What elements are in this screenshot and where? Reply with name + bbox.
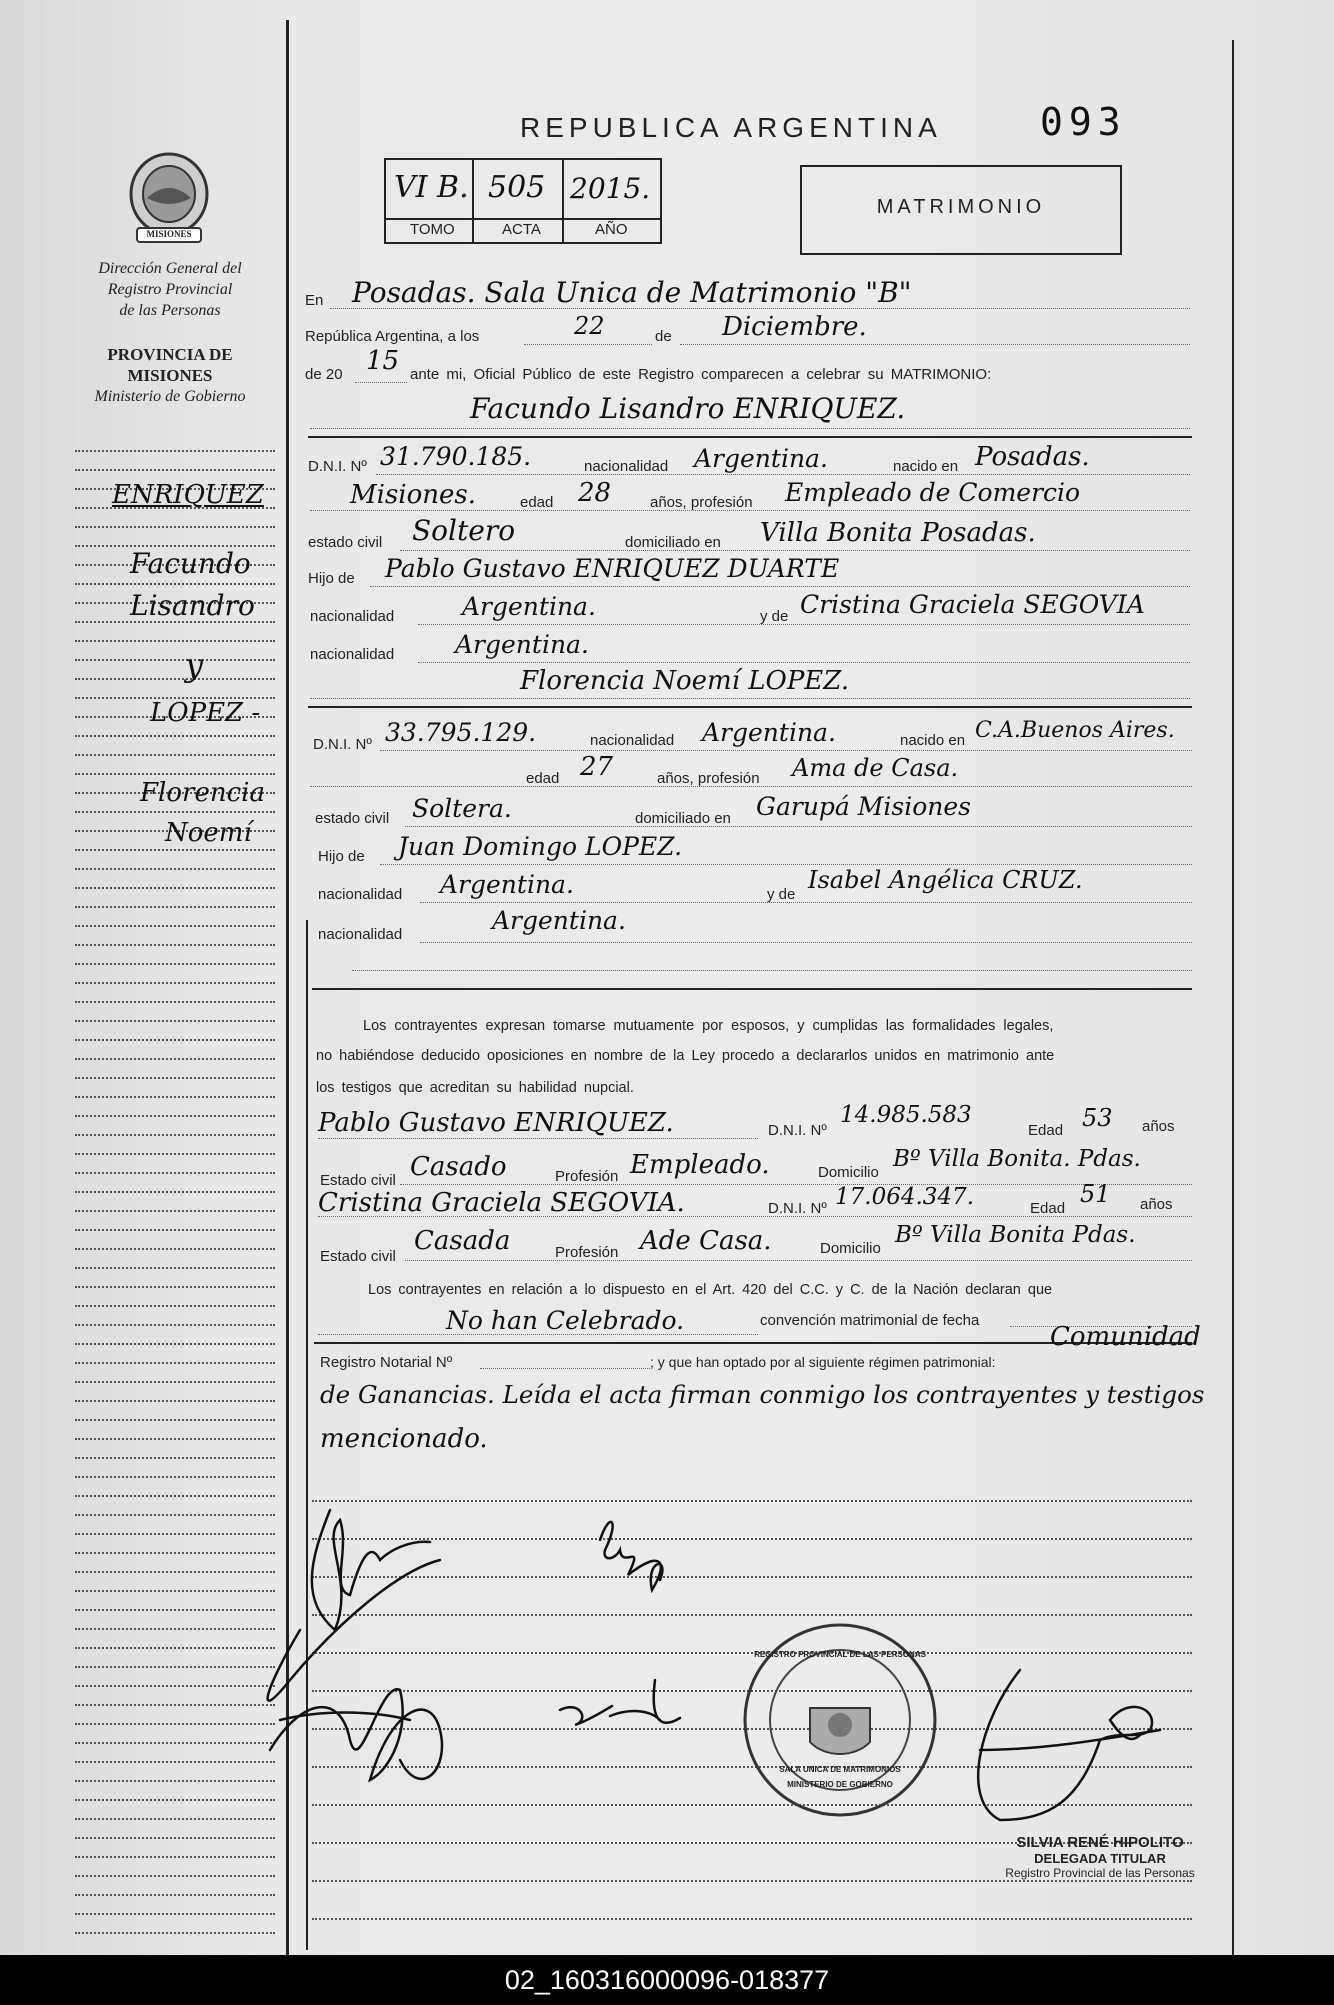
official-stamp xyxy=(740,1620,940,1820)
spouse2-hijo-label: Hijo de xyxy=(318,848,365,865)
spouse1-edad: 28 xyxy=(578,478,612,508)
witness1-estado-label: Estado civil xyxy=(320,1172,396,1189)
year: 15 xyxy=(366,346,400,376)
sidebar-rule xyxy=(75,1457,275,1459)
witness2-domicilio: Bº Villa Bonita Pdas. xyxy=(895,1222,1136,1248)
spouse2-full-name: Florencia Noemí LOPEZ. xyxy=(520,666,850,696)
spouse2-nacionalidad-label: nacionalidad xyxy=(590,732,675,749)
witness2-name: Cristina Graciela SEGOVIA. xyxy=(318,1188,685,1218)
spouse2-profesion: Ama de Casa. xyxy=(792,754,959,782)
spouse1-dni-label: D.N.I. Nº xyxy=(308,458,367,475)
spouse2-madre-line xyxy=(420,902,1192,903)
witness2-edad-label: Edad xyxy=(1030,1200,1066,1217)
spouse1-name-line xyxy=(310,428,1190,429)
spouse1-anios-label: años, profesión xyxy=(650,494,753,511)
sidebar-rule xyxy=(75,1666,275,1668)
spouse1-nacido-label: nacido en xyxy=(893,458,959,475)
sidebar-rule xyxy=(75,735,275,737)
anio-value: 2015. xyxy=(570,172,651,205)
sidebar-rule xyxy=(75,1894,275,1896)
sidebar-rule xyxy=(75,982,275,984)
appearance-statement: ante mi, Oficial Público de este Registro comparecen a celebrar su MATRIMONIO: xyxy=(410,366,992,383)
spouse1-madre-nac-label: nacionalidad xyxy=(310,646,395,663)
sidebar-rule xyxy=(75,1305,275,1307)
sidebar-given-1b: Lisandro xyxy=(130,589,255,622)
declaration-line-3: los testigos que acreditan su habilidad nupcial. xyxy=(316,1080,634,1096)
sidebar-rule xyxy=(75,1742,275,1744)
official-title: DELEGADA TITULAR xyxy=(1034,1851,1166,1866)
spouse1-padre-nac: Argentina. xyxy=(462,592,596,621)
witness2-estado-line xyxy=(405,1260,1192,1261)
sidebar-rule xyxy=(75,1514,275,1516)
table-divider-1 xyxy=(472,158,474,242)
signature-spouse2 xyxy=(600,1522,662,1590)
right-margin-line xyxy=(1232,40,1234,1955)
sidebar-rule xyxy=(75,1609,275,1611)
regime-registro-line xyxy=(480,1368,650,1369)
sidebar-rule xyxy=(75,1780,275,1782)
witness1-anios-label: años xyxy=(1142,1118,1175,1135)
witness1-domicilio: Bº Villa Bonita. Pdas. xyxy=(893,1146,1141,1172)
witness2-edad: 51 xyxy=(1080,1180,1111,1208)
republica-label: República Argentina, a los xyxy=(305,328,480,345)
sidebar-rule xyxy=(75,1134,275,1136)
spouse2-estado-line xyxy=(405,826,1192,827)
regime-closing-line-1: de Ganancias. Leída el acta firman conmigo los contrayentes y testigos xyxy=(320,1380,1205,1409)
spouse1-madre-nac: Argentina. xyxy=(455,630,589,659)
spouse1-madre-line xyxy=(418,624,1190,625)
signature-witness2 xyxy=(560,1680,680,1725)
sidebar-rule xyxy=(75,1248,275,1250)
sidebar-rule xyxy=(75,1077,275,1079)
tomo-value: VI B. xyxy=(394,170,469,205)
spouse2-blank-line xyxy=(352,970,1192,971)
page-number: 093 xyxy=(1040,100,1127,144)
sidebar-rule xyxy=(75,1818,275,1820)
sidebar-rule xyxy=(75,1647,275,1649)
year-prefix: de 20 xyxy=(305,366,343,383)
sidebar-rule xyxy=(75,887,275,889)
sidebar-rule xyxy=(75,1096,275,1098)
spouse2-dni-line xyxy=(380,750,1192,751)
sidebar-rule xyxy=(75,754,275,756)
sidebar-rule xyxy=(75,868,275,870)
spouse1-hijo-label: Hijo de xyxy=(308,570,355,587)
sidebar-rule xyxy=(75,1590,275,1592)
sidebar-conjunction: y xyxy=(185,646,204,684)
sidebar-rule xyxy=(75,678,275,680)
sidebar-rule xyxy=(75,1571,275,1573)
sidebar-rule xyxy=(75,1343,275,1345)
province-line-1: PROVINCIA DE xyxy=(107,345,233,364)
declaration-line-2: no habiéndose deducido oposiciones en nombre de la Ley procedo a declararlos unidos en matrimonio ante xyxy=(316,1048,1055,1064)
spouse2-edad-line xyxy=(310,786,1192,787)
sidebar-rule xyxy=(75,849,275,851)
spouse2-estado-label: estado civil xyxy=(315,810,390,827)
spouse2-madre-nac-line xyxy=(420,942,1192,943)
sidebar-rule xyxy=(75,1761,275,1763)
spouse1-estado: Soltero xyxy=(412,514,516,547)
witness1-dni-label: D.N.I. Nº xyxy=(768,1122,827,1139)
witness1-domicilio-label: Domicilio xyxy=(818,1164,879,1181)
section-rule-3 xyxy=(312,988,1192,990)
witness1-profesion: Empleado. xyxy=(630,1150,770,1180)
official-name: SILVIA RENÉ HIPOLITO xyxy=(1016,1834,1184,1851)
table-label-divider xyxy=(384,218,660,220)
stamp-inner-text: SALA UNICA DE MATRIMONIOS xyxy=(779,1765,901,1774)
spouse1-estado-line xyxy=(400,550,1190,551)
sidebar-rule xyxy=(75,1704,275,1706)
acta-label: ACTA xyxy=(502,221,541,238)
spouse1-full-name: Facundo Lisandro ENRIQUEZ. xyxy=(470,392,906,425)
sidebar-rule xyxy=(75,906,275,908)
sidebar-rule xyxy=(75,1628,275,1630)
sidebar-rule xyxy=(75,1685,275,1687)
sidebar-surname-1: ENRIQUEZ xyxy=(112,480,264,510)
declaration-line-1: Los contrayentes expresan tomarse mutuamente por esposos, y cumplidas las formalidades legales, xyxy=(363,1018,1054,1034)
sidebar-rule xyxy=(75,1913,275,1915)
witness1-name-line xyxy=(318,1138,758,1139)
regime-registro-label: Registro Notarial Nº xyxy=(320,1354,453,1371)
spouse2-dni: 33.795.129. xyxy=(385,718,537,747)
sidebar-rule xyxy=(75,640,275,642)
day: 22 xyxy=(574,312,605,340)
sidebar-rule xyxy=(75,1020,275,1022)
signature-official xyxy=(978,1670,1160,1820)
witness2-estado-label: Estado civil xyxy=(320,1248,396,1265)
spouse1-madre-nac-line xyxy=(418,662,1190,663)
spouse1-dni-line xyxy=(376,474,1190,475)
sidebar-rule xyxy=(75,1153,275,1155)
agency-name xyxy=(70,258,270,321)
sidebar-rule xyxy=(75,1286,275,1288)
spouse1-nacido-cont: Misiones. xyxy=(350,480,476,510)
tomo-label: TOMO xyxy=(410,221,455,238)
sidebar-rule xyxy=(75,1799,275,1801)
witness2-dni: 17.064.347. xyxy=(835,1184,974,1210)
month-line xyxy=(680,344,1190,345)
country-heading: REPUBLICA ARGENTINA xyxy=(520,112,942,143)
regime-closing-line-2: mencionado. xyxy=(320,1424,488,1454)
official-office: Registro Provincial de las Personas xyxy=(1005,1866,1195,1880)
sidebar-rule xyxy=(75,469,275,471)
spouse1-nacido: Posadas. xyxy=(975,442,1090,472)
section-rule-2 xyxy=(308,706,1192,708)
day-line xyxy=(524,344,652,345)
spouse1-domicilio-label: domiciliado en xyxy=(625,534,721,551)
footer-bar xyxy=(0,1955,1334,2005)
witness1-estado: Casado xyxy=(410,1152,507,1182)
sidebar-rule xyxy=(75,1723,275,1725)
agency-line-1: Dirección General del xyxy=(98,260,242,277)
witness2-dni-label: D.N.I. Nº xyxy=(768,1200,827,1217)
sidebar-rule xyxy=(75,1875,275,1877)
sidebar-rule xyxy=(75,1058,275,1060)
anio-label: AÑO xyxy=(595,221,628,238)
official-block xyxy=(980,1834,1220,1880)
sidebar-rule xyxy=(75,1210,275,1212)
spouse1-madre: Cristina Graciela SEGOVIA xyxy=(800,590,1145,619)
agency-line-2: Registro Provincial xyxy=(107,281,233,298)
spouse2-nacionalidad: Argentina. xyxy=(702,718,836,747)
agency-line-3: de las Personas xyxy=(119,302,221,319)
sidebar-surname-2: LOPEZ - xyxy=(150,698,261,728)
witness1-edad-label: Edad xyxy=(1028,1122,1064,1139)
de-label: de xyxy=(655,328,672,345)
sidebar-rule xyxy=(75,1837,275,1839)
sidebar-given-2b: Noemí xyxy=(165,818,252,848)
spouse1-nacionalidad-label: nacionalidad xyxy=(584,458,669,475)
sidebar-rule xyxy=(75,526,275,528)
sidebar-rule xyxy=(75,1419,275,1421)
spouse1-edad-line xyxy=(310,510,1190,511)
record-type: MATRIMONIO xyxy=(876,196,1046,218)
spouse1-padre-line xyxy=(370,586,1190,587)
spouse2-padre: Juan Domingo LOPEZ. xyxy=(398,832,683,861)
sidebar-rule xyxy=(75,1172,275,1174)
sidebar-rule xyxy=(75,1400,275,1402)
sidebar-rule xyxy=(75,811,275,813)
spouse2-edad: 27 xyxy=(580,752,614,782)
table-divider-2 xyxy=(562,158,564,242)
witness1-dni: 14.985.583 xyxy=(840,1102,972,1128)
sidebar-rule xyxy=(75,450,275,452)
witness1-profesion-label: Profesión xyxy=(555,1168,619,1185)
sidebar-rule xyxy=(75,659,275,661)
place: Posadas. Sala Unica de Matrimonio "B" xyxy=(352,276,912,309)
stamp-ring-text: REGISTRO PROVINCIAL DE LAS PERSONAS xyxy=(754,1650,926,1659)
sidebar-rule xyxy=(75,1856,275,1858)
spouse2-madre-nac-label: nacionalidad xyxy=(318,926,403,943)
en-label: En xyxy=(305,292,324,309)
sidebar-rule xyxy=(75,1229,275,1231)
sidebar-rule xyxy=(75,583,275,585)
spouse2-domicilio-label: domiciliado en xyxy=(635,810,731,827)
signature-witness1 xyxy=(270,1689,442,1780)
spouse2-yde-label: y de xyxy=(767,886,796,903)
witness2-domicilio-label: Domicilio xyxy=(820,1240,881,1257)
spouse2-edad-label: edad xyxy=(526,770,560,787)
spouse1-domicilio: Villa Bonita Posadas. xyxy=(760,518,1036,548)
sidebar-rule xyxy=(75,1552,275,1554)
sidebar-rule xyxy=(75,1533,275,1535)
sidebar-rule xyxy=(75,944,275,946)
seal-label: MISIONES xyxy=(146,229,192,239)
witness1-edad: 53 xyxy=(1082,1104,1113,1132)
spouse2-madre-nac: Argentina. xyxy=(492,906,626,935)
witness2-estado: Casada xyxy=(414,1226,511,1256)
spouse2-anios-label: años, profesión xyxy=(657,770,760,787)
spouse1-yde-label: y de xyxy=(760,608,789,625)
spouse1-nacionalidad: Argentina. xyxy=(694,444,828,473)
spouse2-name-line xyxy=(310,698,1190,699)
sidebar-rule xyxy=(75,1267,275,1269)
province-seal xyxy=(123,148,215,248)
spouse1-dni: 31.790.185. xyxy=(380,442,532,471)
sidebar-rule xyxy=(75,1932,275,1934)
stamp-bottom-text: MINISTERIO DE GOBIERNO xyxy=(787,1780,893,1789)
witness2-profesion: Ade Casa. xyxy=(640,1226,772,1256)
spouse2-madre: Isabel Angélica CRUZ. xyxy=(808,866,1083,894)
sidebar-rule xyxy=(75,963,275,965)
spouse1-padre: Pablo Gustavo ENRIQUEZ DUARTE xyxy=(385,554,840,583)
spouse1-estado-label: estado civil xyxy=(308,534,383,551)
ministry-name: Ministerio de Gobierno xyxy=(94,388,246,405)
spouse2-dni-label: D.N.I. Nº xyxy=(313,736,372,753)
witness1-estado-line xyxy=(400,1184,1192,1185)
sidebar-rule xyxy=(75,1115,275,1117)
spouse2-padre-line xyxy=(380,864,1192,865)
sidebar-rule xyxy=(75,925,275,927)
regime-celebrado: No han Celebrado. xyxy=(446,1306,685,1335)
sidebar-given-1a: Facundo xyxy=(130,547,251,580)
province-name xyxy=(70,344,270,386)
sidebar-rule xyxy=(75,1495,275,1497)
regime-celebrado-line xyxy=(318,1334,758,1335)
year-line xyxy=(355,382,407,383)
month: Diciembre. xyxy=(722,312,867,342)
spouse2-padre-nac: Argentina. xyxy=(440,870,574,899)
witness2-profesion-label: Profesión xyxy=(555,1244,619,1261)
regime-regimen: Comunidad xyxy=(1050,1322,1201,1352)
witness2-anios-label: años xyxy=(1140,1196,1173,1213)
sidebar-given-2a: Florencia xyxy=(140,778,265,808)
province-line-2: MISIONES xyxy=(127,366,213,385)
regime-regimen-label: ; y que han optado por al siguiente régimen patrimonial: xyxy=(650,1354,996,1370)
witness2-name-line xyxy=(318,1216,1192,1217)
section-rule-1 xyxy=(308,436,1192,438)
spouse2-domicilio: Garupá Misiones xyxy=(756,792,971,821)
sidebar-rule xyxy=(75,1039,275,1041)
sidebar-rule xyxy=(75,1381,275,1383)
regime-art-text: Los contrayentes en relación a lo dispuesto en el Art. 420 del C.C. y C. de la Nación declaran que xyxy=(368,1282,1053,1298)
witness1-name: Pablo Gustavo ENRIQUEZ. xyxy=(318,1108,674,1138)
sidebar-rule xyxy=(75,1191,275,1193)
sidebar-rule xyxy=(75,1438,275,1440)
spouse1-profesion: Empleado de Comercio xyxy=(785,478,1081,507)
sidebar-rule xyxy=(75,773,275,775)
spouse2-estado: Soltera. xyxy=(412,794,512,823)
sidebar-rule xyxy=(75,1476,275,1478)
file-id: 02_160316000096-018377 xyxy=(504,1965,830,1995)
spouse1-edad-label: edad xyxy=(520,494,554,511)
signature-spouse1 xyxy=(268,1510,440,1701)
sidebar-rule xyxy=(75,1001,275,1003)
spouse2-nacido: C.A.Buenos Aires. xyxy=(975,718,1175,743)
sidebar-rule xyxy=(75,1324,275,1326)
spouse2-nacido-label: nacido en xyxy=(900,732,966,749)
spouse1-padre-nac-label: nacionalidad xyxy=(310,608,395,625)
spouse2-padre-nac-label: nacionalidad xyxy=(318,886,403,903)
regime-convencion-label: convención matrimonial de fecha xyxy=(760,1312,980,1329)
acta-value: 505 xyxy=(488,170,546,205)
sidebar-rule xyxy=(75,1362,275,1364)
